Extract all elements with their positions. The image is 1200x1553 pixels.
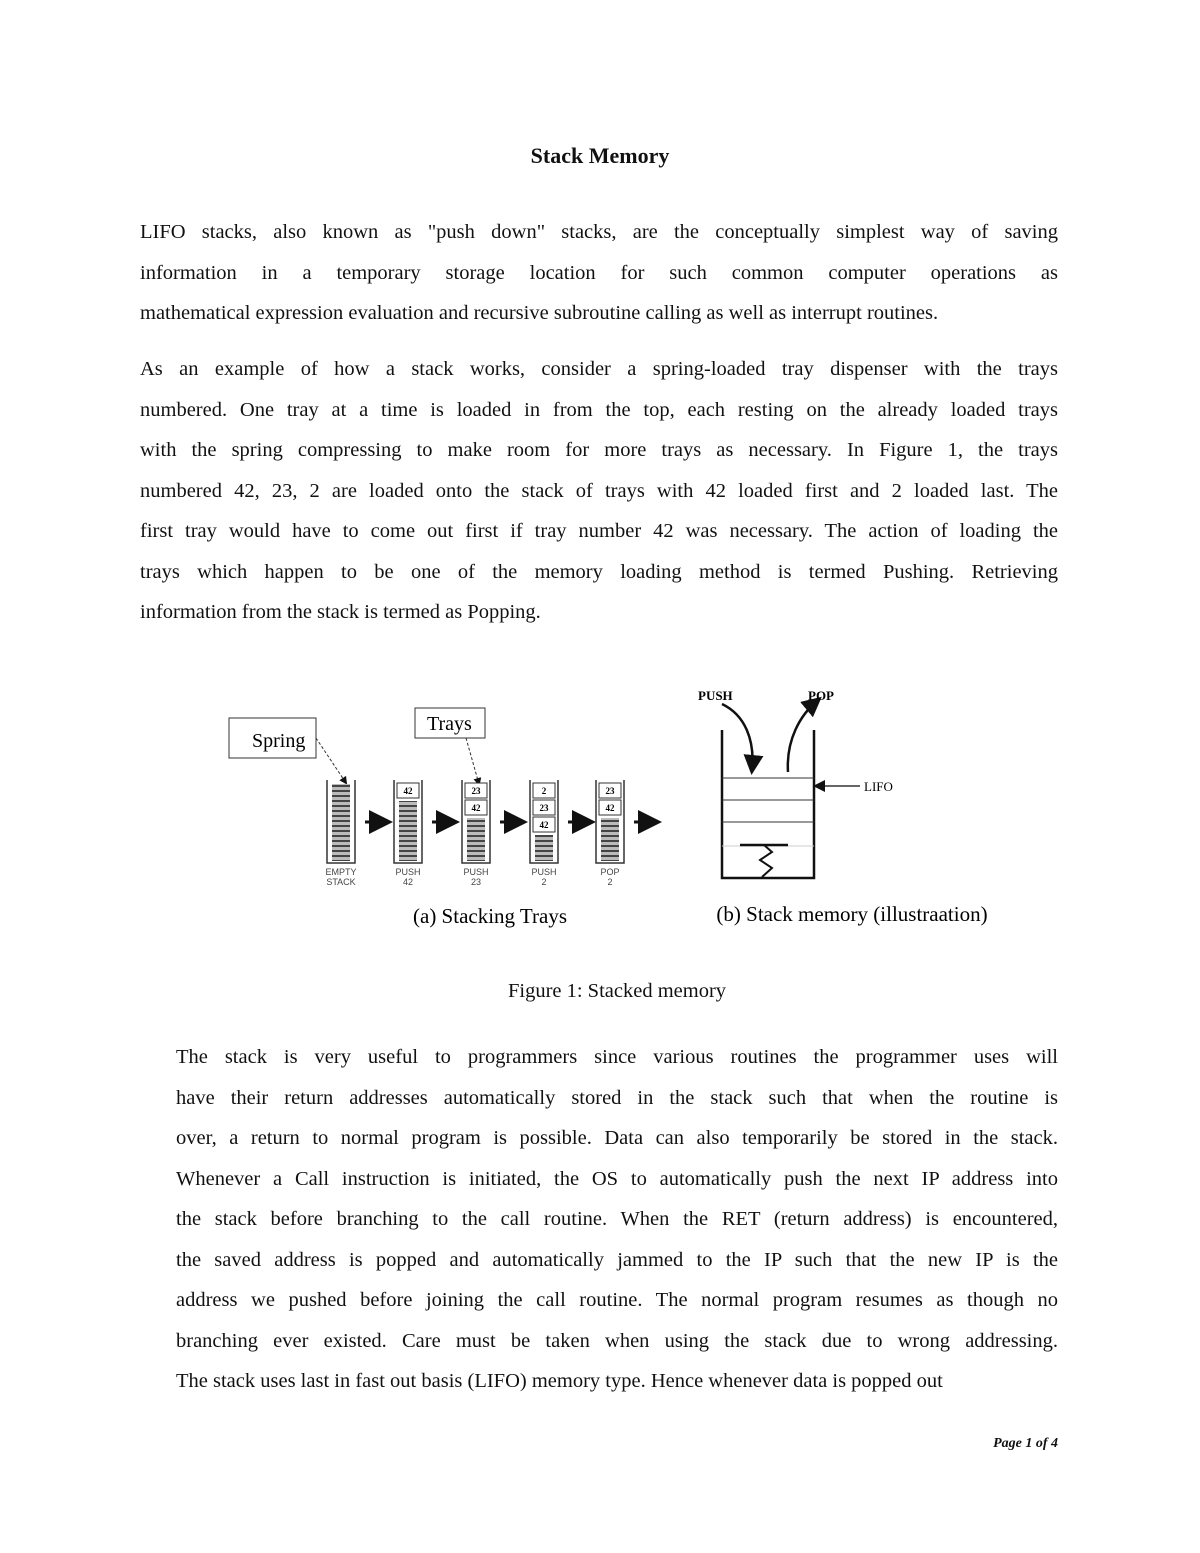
stack-label: STACK <box>326 877 356 887</box>
spring-coil <box>535 835 553 861</box>
text-line: trays which happen to be one of the memory loading method is termed Pushing. Retrieving <box>140 560 1058 583</box>
stack-memory-illustration <box>698 688 893 878</box>
tray-number: 23 <box>539 803 549 813</box>
tray-number: 23 <box>605 786 615 796</box>
text-line: information from the stack is termed as Popping. <box>140 601 541 623</box>
stack-label: 2 <box>541 877 547 887</box>
spring-pointer <box>316 738 346 783</box>
spring-coil <box>399 801 417 861</box>
tray-number: 42 <box>471 803 481 813</box>
text-line: branching ever existed. Care must be taken when using the stack due to wrong addressing. <box>176 1329 1058 1352</box>
text-line: The stack uses last in fast out basis (LIFO) memory type. Hence whenever data is popped out <box>176 1370 943 1392</box>
tray-number: 2 <box>541 786 547 796</box>
push-label: PUSH <box>698 688 733 703</box>
text-line: the saved address is popped and automatically jammed to the IP such that the new IP is the <box>176 1248 1058 1271</box>
text-line: numbered 42, 23, 2 are loaded onto the stack of trays with 42 loaded first and 2 loaded last. The <box>140 479 1058 502</box>
spring-coil <box>467 818 485 861</box>
text-line: address we pushed before joining the call routine. The normal program resumes as though no <box>176 1289 1058 1311</box>
tray-number: 42 <box>539 820 549 830</box>
pop-label: POP <box>808 688 834 703</box>
text-line: Whenever a Call instruction is initiated, the OS to automatically push the next IP address into <box>176 1167 1058 1190</box>
text-line: LIFO stacks, also known as "push down" stacks, are the conceptually simplest way of saving <box>140 221 1058 243</box>
lifo-label: LIFO <box>864 779 893 794</box>
stack-label: PUSH <box>531 867 557 877</box>
trays-pointer <box>466 738 479 784</box>
tray-number: 42 <box>403 786 413 796</box>
stack-label: EMPTY <box>325 867 357 877</box>
text-line: As an example of how a stack works, consider a spring-loaded tray dispenser with the trays <box>140 358 1058 380</box>
paragraph-3 <box>176 1037 1058 1402</box>
stack-label: PUSH <box>463 867 489 877</box>
tray-stack <box>596 780 656 887</box>
text-line: with the spring compressing to make room for more trays as necessary. In Figure 1, the trays <box>140 439 1058 461</box>
figure-caption: Figure 1: Stacked memory <box>507 980 727 1002</box>
stack-label: 23 <box>470 877 482 887</box>
caption-b: (b) Stack memory (illustraation) <box>716 902 988 926</box>
page-number: Page 1 of 4 <box>993 1436 1058 1451</box>
tray-stack <box>325 780 387 887</box>
text-line: The stack is very useful to programmers since various routines the programmer uses will <box>176 1046 1058 1068</box>
text-line: over, a return to normal program is possible. Data can also temporarily be stored in the stack. <box>176 1127 1058 1149</box>
page-title: Stack Memory <box>530 143 670 168</box>
trays-label: Trays <box>427 713 472 735</box>
text-line: mathematical expression evaluation and recursive subroutine calling as well as interrupt routines. <box>140 302 939 324</box>
tray-stacks <box>325 780 656 887</box>
tray-number: 42 <box>605 803 615 813</box>
tray-stack <box>462 780 522 887</box>
tray-stack <box>394 780 454 887</box>
text-line: numbered. One tray at a time is loaded in from the top, each resting on the already loaded trays <box>140 398 1058 421</box>
spring-coil <box>601 818 619 861</box>
text-line: the stack before branching to the call routine. When the RET (return address) is encountered, <box>176 1208 1058 1230</box>
tray-number: 23 <box>471 786 481 796</box>
text-line: have their return addresses automatically stored in the stack such that when the routine is <box>176 1086 1058 1109</box>
push-arrow-icon <box>722 704 753 770</box>
caption-a: (a) Stacking Trays <box>413 904 567 928</box>
tray-stack <box>530 780 590 887</box>
stack-label: PUSH <box>395 867 421 877</box>
stack-label: 42 <box>402 877 414 887</box>
spring-zigzag <box>760 845 772 877</box>
text-line: first tray would have to come out first if tray number 42 was necessary. The action of loading the <box>140 520 1058 542</box>
spring-coil <box>332 784 350 861</box>
text-line: information in a temporary storage location for such common computer operations as <box>140 261 1058 284</box>
stack-label: POP <box>600 867 620 877</box>
spring-label: Spring <box>252 730 306 752</box>
stack-label: 2 <box>607 877 613 887</box>
